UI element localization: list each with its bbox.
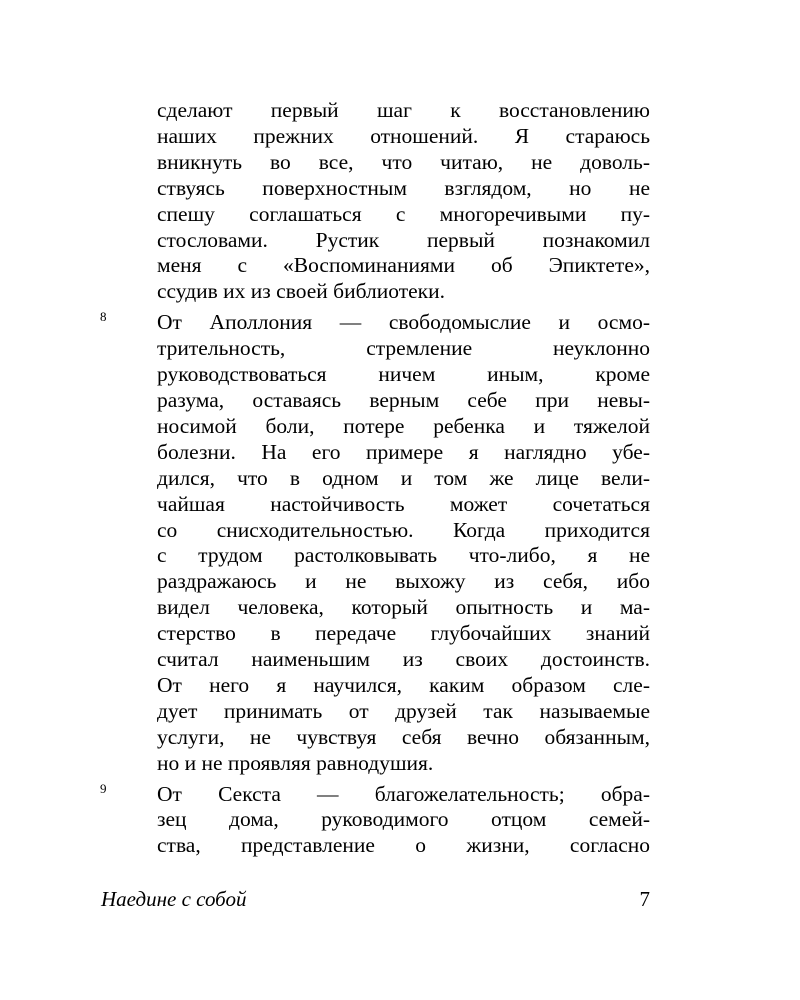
text-line: с трудом растолковывать что-либо, я не xyxy=(157,543,650,568)
text-line: наших прежних отношений. Я стараюсь xyxy=(157,123,650,148)
text-line: но и не проявляя равнодушия. xyxy=(157,750,434,775)
paragraph-8 xyxy=(100,309,650,776)
text-line: стерство в передаче глубочайших знаний xyxy=(157,621,650,646)
page-footer xyxy=(101,884,650,914)
text-line: стословами. Рустик первый познакомил xyxy=(157,227,650,252)
text-line: болезни. На его примере я наглядно убе- xyxy=(157,439,650,464)
text-line: зец дома, руководимого отцом семей- xyxy=(157,807,650,832)
text-line: дует принимать от друзей так называемые xyxy=(157,698,650,723)
text-line: спешу соглашаться с многоречивыми пу- xyxy=(157,201,650,226)
text-line: сделают первый шаг к восстановлению xyxy=(157,98,650,122)
text-line: вникнуть во все, что читаю, не доволь- xyxy=(157,149,650,174)
text-line: со снисходительностью. Когда приходится xyxy=(157,517,650,542)
text-line: трительность, стремление неуклонно xyxy=(157,336,650,361)
paragraph-number: 9 xyxy=(100,780,107,796)
text-line: меня с «Воспоминаниями об Эпиктете», xyxy=(157,253,650,278)
text-line: раздражаюсь и не выхожу из себя, ибо xyxy=(157,569,650,594)
text-line: видел человека, который опытность и ма- xyxy=(157,595,650,620)
text-line: От него я научился, каким образом сле- xyxy=(157,672,650,697)
text-line: От Секста — благожелательность; обра- xyxy=(157,781,650,806)
page-number: 7 xyxy=(639,887,650,911)
paragraph-9 xyxy=(100,780,650,860)
text-line: ства, представление о жизни, согласно xyxy=(157,833,650,858)
text-line: носимой боли, потере ребенка и тяжелой xyxy=(157,413,650,438)
text-line: ссудив их из своей библиотеки. xyxy=(157,279,445,304)
running-title: Наедине с собой xyxy=(101,887,247,911)
text-line: услуги, не чувствуя себя вечно обязанным, xyxy=(157,724,650,749)
text-line: руководствоваться ничем иным, кроме xyxy=(157,362,650,387)
text-line: От Аполлония — свободомыслие и осмо- xyxy=(157,310,650,335)
paragraph-number: 8 xyxy=(100,309,107,325)
text-line: ствуясь поверхностным взглядом, но не xyxy=(157,175,650,200)
body-text xyxy=(100,98,650,859)
text-line: чайшая настойчивость может сочетаться xyxy=(157,491,650,516)
text-line: разума, оставаясь верным себе при невы- xyxy=(157,387,650,412)
paragraph-continued xyxy=(157,98,650,305)
text-line: дился, что в одном и том же лице вели- xyxy=(157,465,650,490)
text-line: считал наименьшим из своих достоинств. xyxy=(157,647,650,672)
